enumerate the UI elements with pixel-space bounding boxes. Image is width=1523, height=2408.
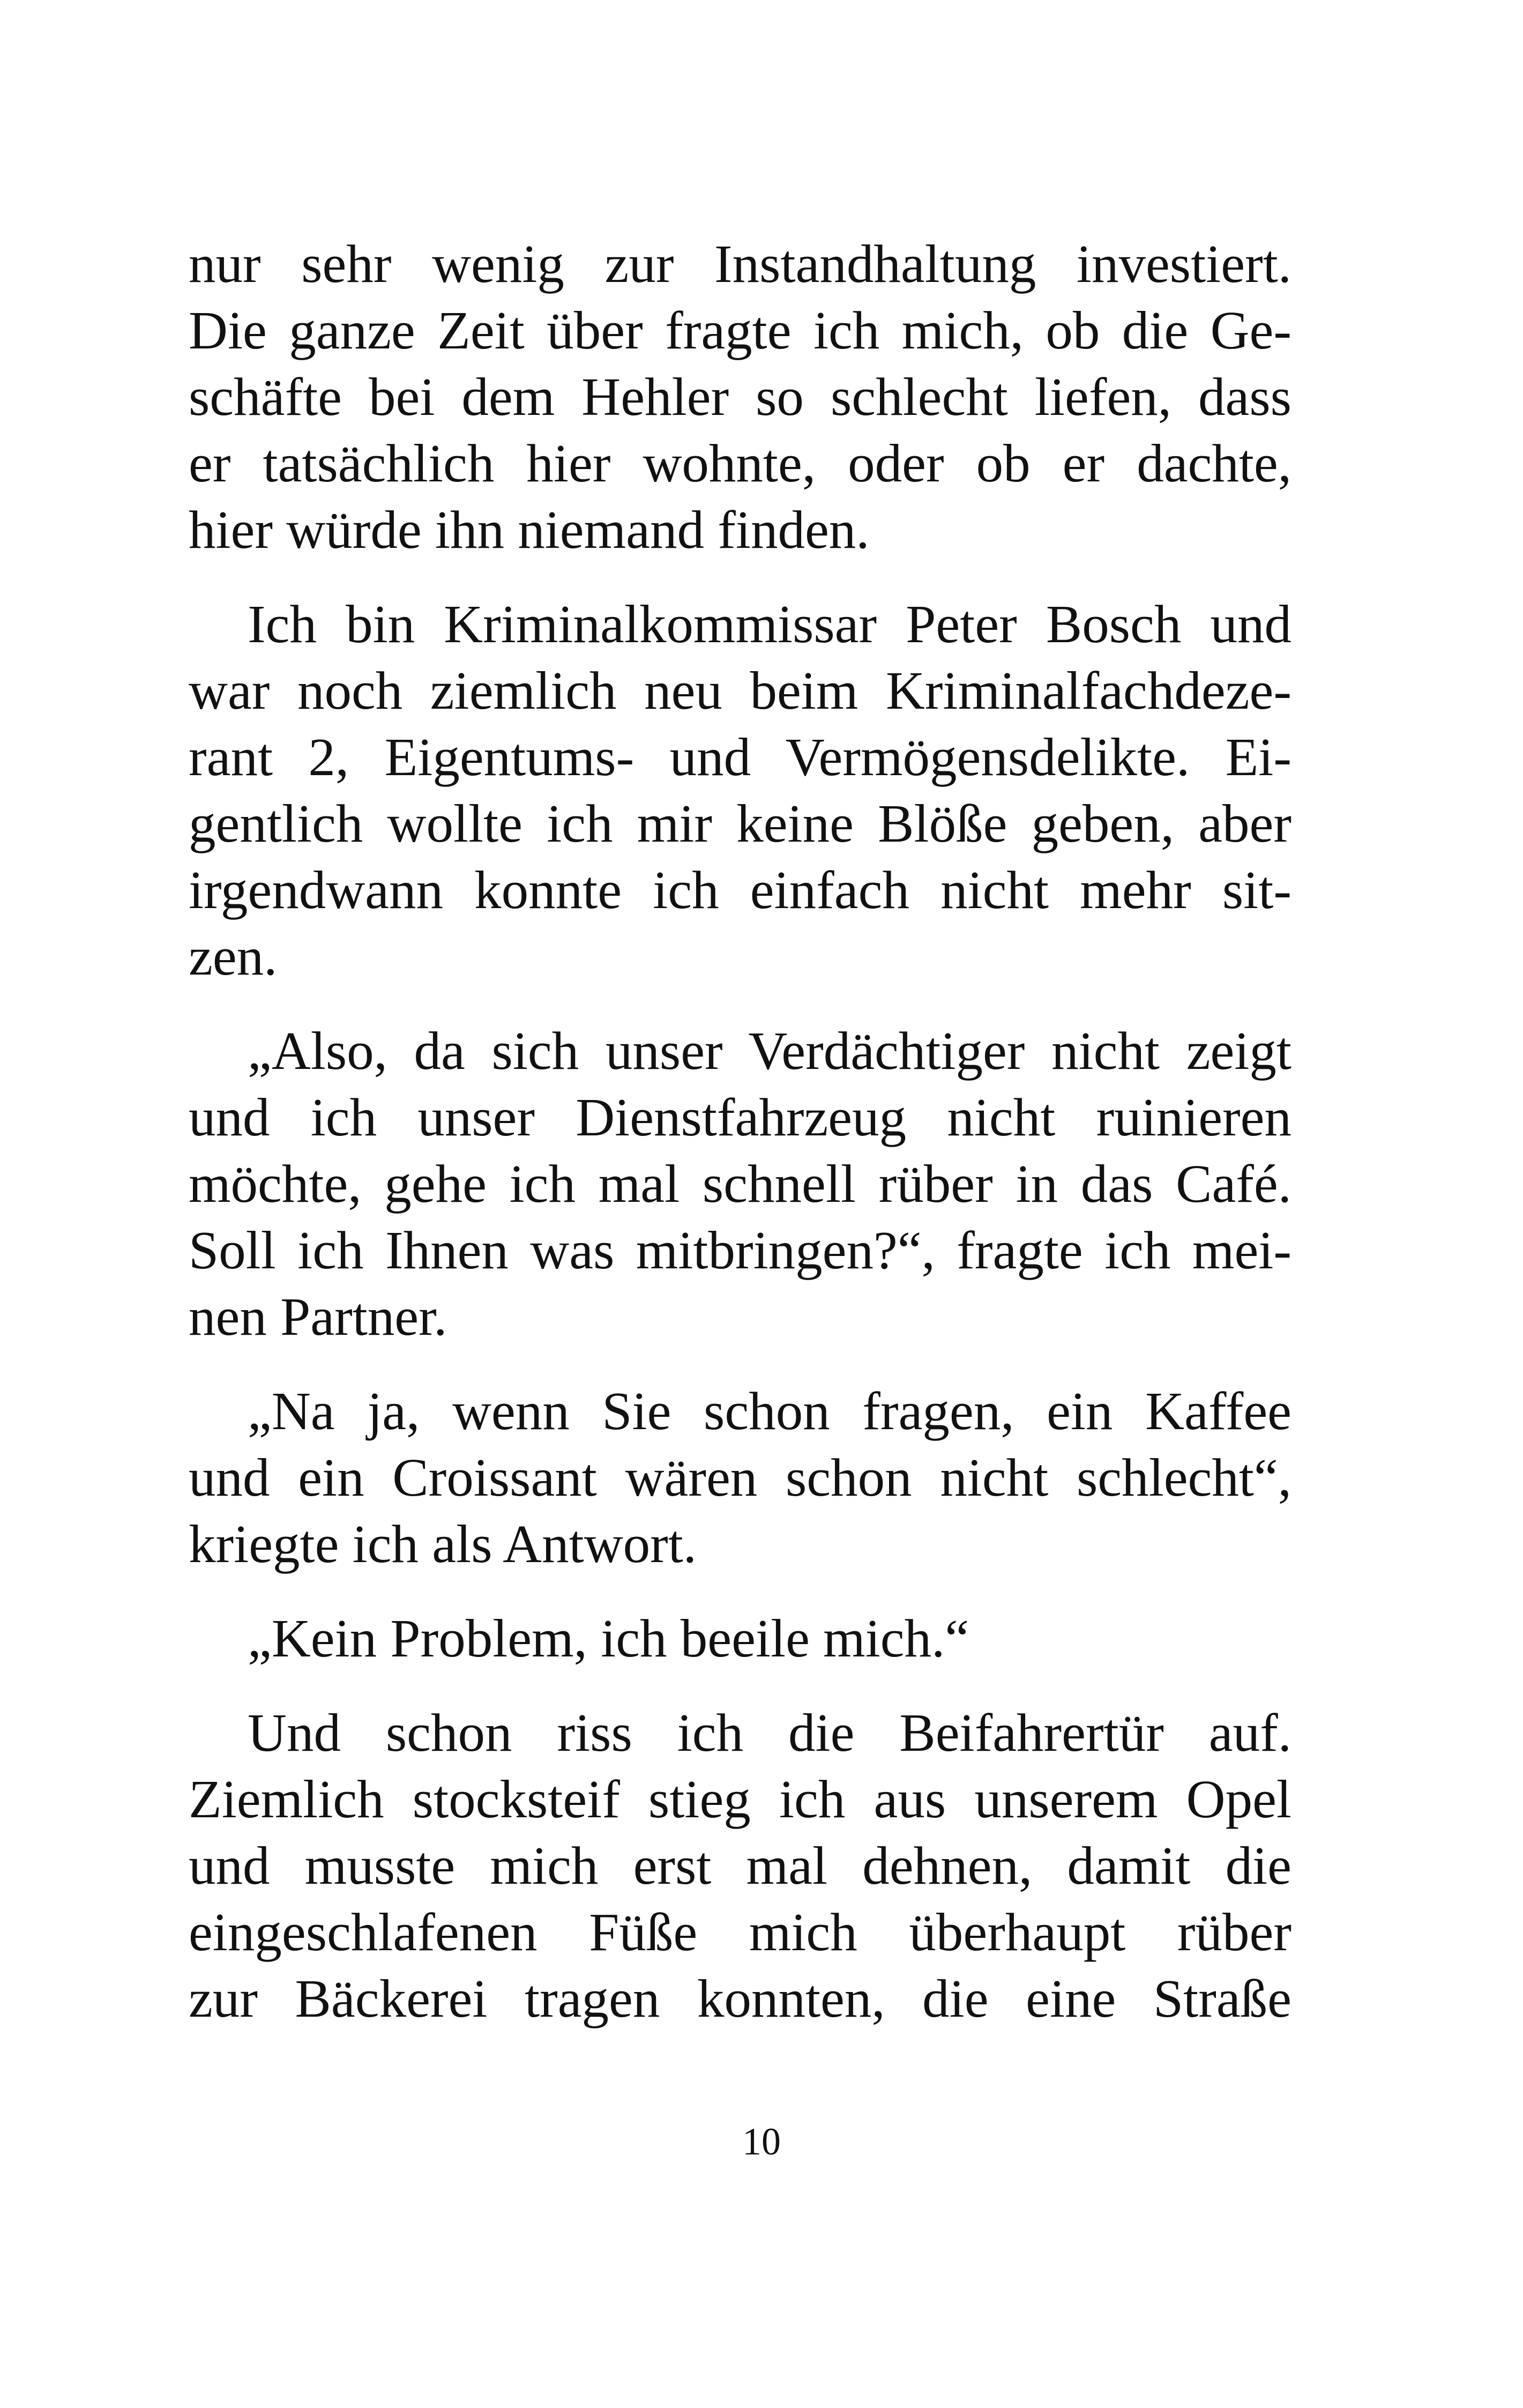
- text-line: und musste mich erst mal dehnen, damit die: [189, 1835, 1291, 1896]
- text-line: rant 2, Eigentums- und Vermögensdelikte. Ei-: [189, 727, 1291, 787]
- text-line: Ziemlich stocksteif stieg ich aus unserem Opel: [189, 1769, 1291, 1829]
- text-line: „Kein Problem, ich beeile mich.“: [248, 1608, 969, 1668]
- text-line: eingeschlafenen Füße mich überhaupt rüber: [189, 1902, 1291, 1962]
- text-line: war noch ziemlich neu beim Kriminalfachdeze-: [189, 660, 1291, 720]
- paragraph: [189, 1605, 1291, 1671]
- text-line: Die ganze Zeit über fragte ich mich, ob die Ge-: [189, 300, 1291, 360]
- text-line: er tatsächlich hier wohnte, oder ob er dachte,: [189, 433, 1291, 493]
- text-line: hier würde ihn niemand finden.: [189, 500, 870, 560]
- text-line: zen.: [189, 926, 278, 986]
- text-line: und ich unser Dienstfahrzeug nicht ruinieren: [189, 1087, 1291, 1147]
- text-line: und ein Croissant wären schon nicht schlecht“,: [189, 1447, 1291, 1507]
- text-line: nen Partner.: [189, 1287, 447, 1347]
- text-line: Soll ich Ihnen was mitbringen?“, fragte ich mei-: [189, 1220, 1291, 1280]
- text-line: gentlich wollte ich mir keine Blöße geben, aber: [189, 793, 1291, 853]
- text-line: kriegte ich als Antwort.: [189, 1514, 697, 1574]
- paragraph: [189, 1378, 1291, 1577]
- text-line: nur sehr wenig zur Instandhaltung investiert.: [189, 234, 1291, 294]
- text-line: irgendwann konnte ich einfach nicht mehr sit-: [189, 860, 1291, 920]
- body-text: [189, 231, 1291, 2032]
- text-line: zur Bäckerei tragen konnten, die eine Straße: [189, 1968, 1291, 2028]
- paragraph: [189, 1017, 1291, 1350]
- text-line: Ich bin Kriminalkommissar Peter Bosch und: [248, 594, 1291, 654]
- text-line: „Also, da sich unser Verdächtiger nicht zeigt: [248, 1021, 1291, 1081]
- text-line: Und schon riss ich die Beifahrertür auf.: [248, 1703, 1291, 1763]
- paragraph: [189, 1699, 1291, 2032]
- text-line: „Na ja, wenn Sie schon fragen, ein Kaffee: [248, 1381, 1291, 1441]
- page-number: 10: [742, 2120, 781, 2163]
- text-line: schäfte bei dem Hehler so schlecht liefen, dass: [189, 367, 1291, 427]
- paragraph: [189, 231, 1291, 563]
- text-line: möchte, gehe ich mal schnell rüber in das Café.: [189, 1154, 1291, 1214]
- paragraph: [189, 591, 1291, 990]
